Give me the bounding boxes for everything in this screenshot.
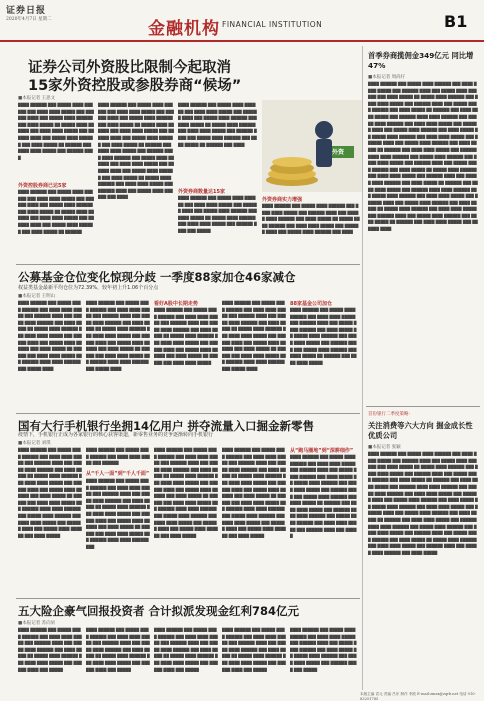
coins-illustration-icon: [262, 100, 362, 192]
masthead: [0, 0, 484, 46]
section-divider: [16, 264, 360, 265]
insurers-body-col1: ████ ██████ ███ █████ ████ ██████ ███ ████ ████ █████ ███ ██████ ████ ███ █████ ████ ██████ ███ ████ █████ ██ █████ ████ ██████ ███ ████ ████ █████ ███ ██████ ████ ███ █████: [18, 628, 82, 672]
lead-body-col1b: ████ ██████ ███ █████ ████ ██████ ███ ████ ████ █████ ███ ██████ ████ ███ █████ ████ ██████ ███ ████ █████ ██ █████ ████ ██████ ███ ████ ████ █████ ███ ██████ ████ ███ █████ ████ ██████ ███ ████ █████ ██ ██████: [18, 190, 94, 234]
illustration-label: 外资: [332, 149, 345, 156]
bank-subhead-2: 从“跑马圈地”到“深耕细作”: [290, 448, 354, 454]
sidebar-divider: [366, 406, 480, 407]
fund-body-col1: ████ ██████ ███ █████ ████ ██████ ███ ████ ████ █████ ███ ██████ ████ ███ █████ ████ ██████ ███ ████ █████ ██ █████ ████ ██████ ███ ████ ████ █████ ███ ██████ ████ ███ █████ ████ ██████ ███ ████ █████ ██ ██████ ███ ████ ████ █████ ███ ██████ ████ ████ ██████ ███ █████ ████: [18, 301, 82, 371]
column-divider: [362, 46, 363, 690]
page-number: B1: [444, 12, 468, 31]
lead-subhead-2: 外资券商数量达15家: [178, 189, 225, 195]
insurers-body-col2: ████ ██████ ███ █████ ████ ██████ ███ ████ ████ █████ ███ ██████ ████ ███ █████ ████ ██████ ███ ████ █████ ██ █████ ████ ██████ ███ ████ ████ █████ ███ ██████ ████ ███ █████: [86, 628, 150, 672]
fund-byline: ■本报记者 王明山: [18, 294, 56, 299]
bank-body-col2: ████ ██████ ███ █████ ████ ██████ ███ ████ ████ █████ ███ ██████ ████ ███ █████ ████ ██████ ███ ████ █████ ██ █████ ████ ██████ ███ ████ ████ █████ ███ ██████ ████ ███ █████ ████ ██████ ███ ████ █████ ██ ██████ ███ ████ ████ █████ ███ ██████ ████ ████ ██████ ███: [86, 479, 150, 549]
sidebar-byline-1: ■本报记者 周尚仔: [368, 75, 406, 80]
section-divider: [16, 413, 360, 414]
lead-subhead-3: 外资券商实力增强: [262, 197, 303, 203]
bank-body-col4: ████ ██████ ███ █████ ████ ██████ ███ ████ ████ █████ ███ ██████ ████ ███ █████ ████ ██████ ███ ████ █████ ██ █████ ████ ██████ ███ ████ ████ █████ ███ ██████ ████ ███ █████ ████ ██████ ███ ████ █████ ██ ██████ ███ ████ ████ █████ ███ ██████ ████ ████ ██████ ███ █████ ████ ██████ ███ ████ ████ █████ ███ ██████ ████ ███ █████ ████ ██████ ███ ████ █████: [222, 448, 286, 538]
bank-headline: 国有大行手机银行坐拥14亿用户 拼夺流量入口掘金新零售: [18, 419, 315, 433]
bank-body-col5: ████ ██████ ███ █████ ████ ██████ ███ ████ ████ █████ ███ ██████ ████ ███ █████ ████ ██████ ███ ████ █████ ██ █████ ████ ██████ ███ ████ ████ █████ ███ ██████ ████ ███ █████ ████ ██████ ███ ████ █████ ██ ██████ ███ ████ ████ █████ ███ ██████ ████ ████ ██████ ███ █████ ████ ██████ ███ ████ ████ █████ ███ ██████ ████ ███ █████: [290, 455, 357, 539]
bank-body-col2a: ████ ██████ ███ █████ ████ ██████ ███ ████ ████ █████ ███ ██████: [86, 448, 150, 466]
lead-subhead-1: 外资控股券商已达5家: [18, 183, 67, 189]
bank-subhead-1: 从“千人一面”到“千人千面”: [86, 471, 150, 477]
insurers-body-col4: ████ ██████ ███ █████ ████ ██████ ███ ████ ████ █████ ███ ██████ ████ ███ █████ ████ ██████ ███ ████ █████ ██ █████ ████ ██████ ███ ████ ████ █████ ███ ██████ ████ ███ █████: [222, 628, 286, 672]
page-footer: 本版主编 袁元 责编 吕东 制作 李波 E-mail:zmzx@zqrb.net 电话 010-83251785: [360, 692, 476, 701]
lead-body-col2: ████ ██████ ███ █████ ████ ██████ ███ ████ ████ █████ ███ ██████ ████ ███ █████ ████ ██████ ███ ████ █████ ██ █████ ████ ██████ ███ ████ ████ █████ ███ ██████ ████ ███ █████ ████ ██████ ███ ████ █████ ██ ██████ ███ ████ ████ █████ ███ ██████ ████ ████ ██████ ███ █████ ████ ██████ ███ ████ ████ █████ ███ ██████ ████ ███ █████ ████ ██████ ███ ████ █████ ██ █████ ████ ██████ ███ ████ ████ █████ ███ ██████ ████ ███ █████ ████ ██████ ███ ████: [98, 103, 174, 200]
section-divider: [16, 598, 360, 599]
insurers-byline: ■本报记者 苏向杲: [18, 621, 56, 626]
lead-headline-line1: 证券公司外资股比限制今起取消: [28, 60, 231, 76]
sidebar-body-2: ████ ██████ ███ █████ ████ ██████ ███ ████ ████ █████ ███ ██████ ████ ███ █████ ████ ██████ ███ ████ █████ ██ █████ ████ ██████ ███ ████ ████ █████ ███ ██████ ████ ███ █████ ████ ██████ ███ ████ █████ ██ ██████ ███ ████ ████ █████ ███ ██████ ████ ████ ██████ ███ █████ ████ ██████ ███ ████ ████ █████ ███ ██████ ████ ███ █████ ████ ██████ ███ ████ █████ ██ █████ ████ ██████ ███ ████ ████ █████ ███ ██████ ████ ███ █████ ████ ██████ ███ ████ █████ ██ ██████ ███ ████ ████ █████ ███ ██████ ████ ████ ██████ ███ █████ ████ ██████ ███ ████ ████ █████ ███ ██████ ████ ███ █████ ████ ██████ ███ ████ █████ ██ █████ ████ ██████ ███ ████ ████ █████ ███ ██████ ████ ███ █████ ████ ██████ ███ ████ █████: [368, 452, 478, 555]
sidebar-kicker: 首份银行二季度策略：: [368, 412, 413, 417]
fund-body-col5: ████ ██████ ███ █████ ████ ██████ ███ ████ ████ █████ ███ ██████ ████ ███ █████ ████ ██████ ███ ████ █████ ██ █████ ████ ██████ ███ ████ ████ █████ ███ ██████ ████ ███ █████ ████ ██████ ███ ████ █████ ██ ██████ ███ ████ ████ █████: [290, 308, 357, 365]
bank-subheadline: 疫情下，手机银行正成为各家银行的核心获客渠道，新零售业务的竞争逐渐转向手机银行: [18, 432, 214, 438]
bank-byline: ■本报记者 刘琪: [18, 441, 51, 446]
insurers-body-col3: ████ ██████ ███ █████ ████ ██████ ███ ████ ████ █████ ███ ██████ ████ ███ █████ ████ ██████ ███ ████ █████ ██ █████ ████ ██████ ███ ████ ████ █████ ███ ██████ ████ ███ █████: [154, 628, 218, 672]
lead-illustration: [262, 100, 362, 192]
bank-body-col3: ████ ██████ ███ █████ ████ ██████ ███ ████ ████ █████ ███ ██████ ████ ███ █████ ████ ██████ ███ ████ █████ ██ █████ ████ ██████ ███ ████ ████ █████ ███ ██████ ████ ███ █████ ████ ██████ ███ ████ █████ ██ ██████ ███ ████ ████ █████ ███ ██████ ████ ████ ██████ ███ █████ ████ ██████ ███ ████ ████ █████ ███ ██████ ████ ███ █████ ████ ██████ ███ ████ █████: [154, 448, 218, 538]
sidebar-headline-1: 首季券商揽佣金349亿元 同比增47%: [368, 51, 474, 70]
lead-body-col3b: ████ ██████ ███ █████ ████ ██████ ███ ████ ████ █████ ███ ██████ ████ ███ █████ ████ ██████ ███ ████ █████ ██ █████ ████ ██████ ███ ████ ████ █████ ███ ██████ ████ ███ █████: [178, 196, 257, 233]
fund-subheadline: 权益类基金最新平均仓位为72.39%，较年初上升1.06个百分点: [18, 285, 159, 291]
bank-body-col1: ████ ██████ ███ █████ ████ ██████ ███ ████ ████ █████ ███ ██████ ████ ███ █████ ████ ██████ ███ ████ █████ ██ █████ ████ ██████ ███ ████ ████ █████ ███ ██████ ████ ███ █████ ████ ██████ ███ ████ █████ ██ ██████ ███ ████ ████ █████ ███ ██████ ████ ████ ██████ ███ █████ ████ ██████ ███ ████ ████ █████ ███ ██████ ████ ███ █████ ████ ██████ ███ ████ █████: [18, 448, 82, 538]
lead-body-col1: ████ ██████ ███ █████ ████ ██████ ███ ████ ████ █████ ███ ██████ ████ ███ █████ ████ ██████ ███ ████ █████ ██ █████ ████ ██████ ███ ████ ████ █████ ███ ██████ ████ ███ █████ ████ ██████ ███ ████ █████ ██ ██████ ███ ████ ████ █████ ███ ██████ ████: [18, 103, 94, 160]
lead-body-col3: ████ ██████ ███ █████ ████ ██████ ███ ████ ████ █████ ███ ██████ ████ ███ █████ ████ ██████ ███ ████ █████ ██ █████ ████ ██████ ███ ████ ████ █████ ███ ██████ ████ ███ █████ ████ ██████ ███ ████ █████ ██ ██████ ███ ████: [178, 103, 257, 147]
fund-subhead-1: 看好A股中长期走势: [154, 301, 198, 307]
fund-headline: 公募基金仓位变化惊现分歧 一季度88家加仓46家减仓: [18, 270, 296, 284]
section-subtitle: FINANCIAL INSTITUTION: [222, 20, 323, 29]
insurers-body-col5: ████ ██████ ███ █████ ████ ██████ ███ ████ ████ █████ ███ ██████ ████ ███ █████ ████ ██████ ███ ████ █████ ██ █████ ████ ██████ ███ ████ ████ █████ ███ ██████ ████ ███ █████: [290, 628, 357, 672]
lead-body-col4: ████ ██████ ███ █████ ████ ██████ ███ ████ ████ █████ ███ ██████ ████ ███ █████ ████ ██████ ███ ████ █████ ██ █████ ████ ██████ ███ ████ ████ █████ ███ ██████ ████ ███ █████ ████ ██████ ███ ████: [262, 204, 360, 235]
fund-body-col4: ████ ██████ ███ █████ ████ ██████ ███ ████ ████ █████ ███ ██████ ████ ███ █████ ████ ██████ ███ ████ █████ ██ █████ ████ ██████ ███ ████ ████ █████ ███ ██████ ████ ███ █████ ████ ██████ ███ ████ █████ ██ ██████ ███ ████ ████ █████ ███ ██████ ████ ████ ██████ ███ █████ ████: [222, 301, 286, 371]
lead-headline-line2: 15家外资控股或参股券商“候场”: [28, 78, 242, 94]
fund-body-col2: ████ ██████ ███ █████ ████ ██████ ███ ████ ████ █████ ███ ██████ ████ ███ █████ ████ ██████ ███ ████ █████ ██ █████ ████ ██████ ███ ████ ████ █████ ███ ██████ ████ ███ █████ ████ ██████ ███ ████ █████ ██ ██████ ███ ████ ████ █████ ███ ██████ ████ ████ ██████ ███ █████ ████: [86, 301, 150, 371]
fund-body-col3: ████ ██████ ███ █████ ████ ██████ ███ ████ ████ █████ ███ ██████ ████ ███ █████ ████ ██████ ███ ████ █████ ██ █████ ████ ██████ ███ ████ ████ █████ ███ ██████ ████ ███ █████ ████ ██████ ███ ████ █████ ██ ██████ ███ ████ ████ █████: [154, 308, 218, 365]
issue-date: 2020年4月7日 星期二: [6, 17, 52, 22]
newspaper-logo: 证券日报: [6, 6, 47, 16]
sidebar-body-1: ████ ██████ ███ █████ ████ ██████ ███ ████ ████ █████ ███ ██████ ████ ███ █████ ████ ██████ ███ ████ █████ ██ █████ ████ ██████ ███ ████ ████ █████ ███ ██████ ████ ███ █████ ████ ██████ ███ ████ █████ ██ ██████ ███ ████ ████ █████ ███ ██████ ████ ████ ██████ ███ █████ ████ ██████ ███ ████ ████ █████ ███ ██████ ████ ███ █████ ████ ██████ ███ ████ █████ ██ █████ ████ ██████ ███ ████ ████ █████ ███ ██████ ████ ███ █████ ████ ██████ ███ ████ █████ ██ ██████ ███ ████ ████ █████ ███ ██████ ████ ████ ██████ ███ █████ ████ ██████ ███ ████ ████ █████ ███ ██████ ████ ███ █████ ████ ██████ ███ ████ █████ ██ █████ ████ ██████ ███ ████ ████ █████ ███ ██████ ████ ███ █████ ████ ██████ ███ ████ █████ ██ ██████ ███ ████ ████ █████ ███ ██████ ████ ████ ██████ ███ █████ ████ ██████ ███ ████ ████ █████ ███ ██████ ████ ███ █████ ████ ██████ ███ ████ █████ ██ █████ ████ ██████ ███ ████ ████ █████ ███ ██████ ████ ███ █████ ████ ██████ ███ ████ █████ ██ ██████ ███ ████ ████ █████ ███ ██████ ████: [368, 82, 478, 232]
fund-subhead-2: 88家基金公司加仓: [290, 301, 332, 307]
sidebar-headline-2: 关注消费等六大方向 掘金成长性优质公司: [368, 421, 473, 440]
lead-byline: ■本报记者 王思文: [18, 96, 56, 101]
section-title: 金融机构: [148, 19, 220, 39]
sidebar-byline-2: ■本报记者 张颖: [368, 445, 401, 450]
insurers-headline: 五大险企豪气回报投资者 合计拟派发现金红利784亿元: [18, 604, 300, 618]
masthead-divider: [0, 40, 484, 42]
